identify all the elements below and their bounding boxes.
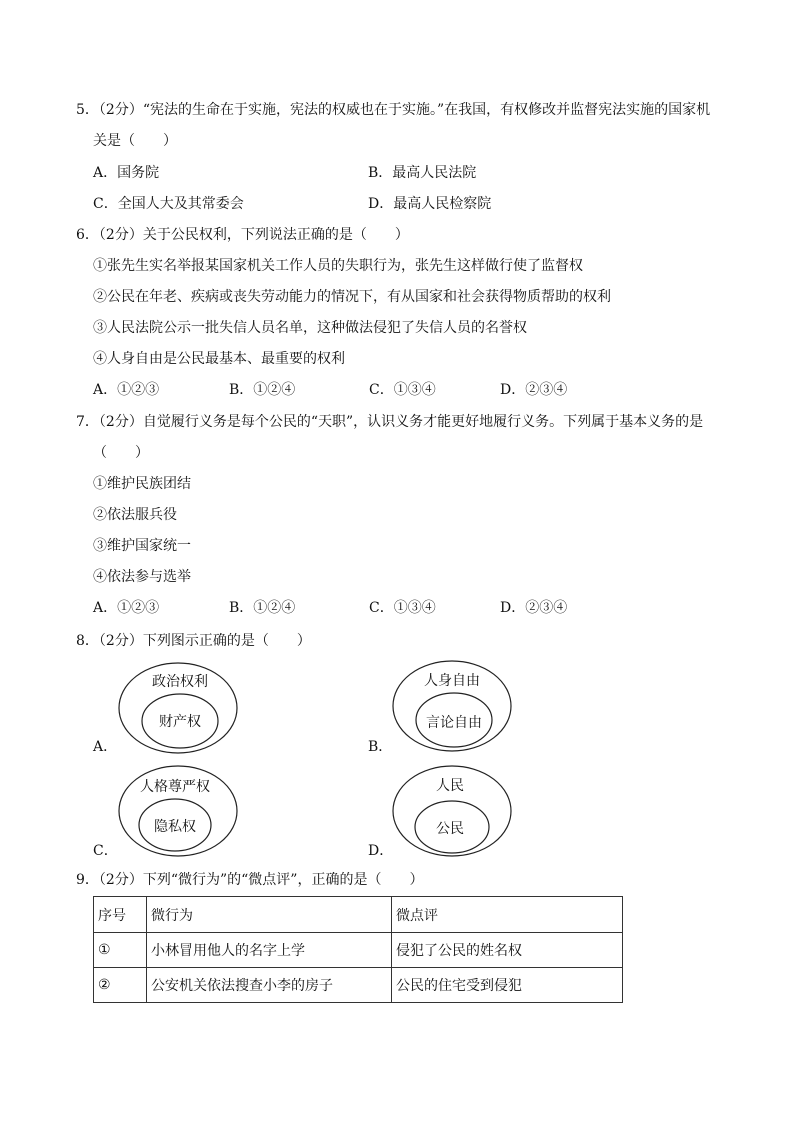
table-cell: 公民的住宅受到侵犯 (392, 968, 623, 1003)
q6-stem: 6．（2分）关于公民权利，下列说法正确的是（ ） (76, 227, 409, 243)
q8-diagram-d-inner-text: 公民 (436, 821, 464, 837)
q8-option-d-label: D． (368, 843, 394, 859)
q8-option-a-label: A． (93, 739, 118, 755)
q5-stem-line1: 5．（2分）“宪法的生命在于实施，宪法的权威也在于实施。”在我国，有权修改并监督宪法实施的国家机 (76, 102, 711, 118)
q8-diagram-a-inner-text: 财产权 (159, 714, 201, 730)
table-cell: 小林冒用他人的名字上学 (147, 933, 392, 968)
table-header-cell: 微行为 (147, 897, 392, 933)
q7-stem-line2: （ ） (93, 445, 149, 461)
q8-diagram-b (392, 660, 512, 756)
q6-option-b: B．①②④ (229, 382, 296, 398)
q6-item-4: ④人身自由是公民最基本、最重要的权利 (93, 351, 345, 367)
q6-option-d: D．②③④ (500, 382, 568, 398)
table-row (94, 968, 623, 1003)
q8-diagram-c-inner-text: 隐私权 (154, 819, 196, 835)
q8-diagram-a (118, 662, 238, 758)
q7-option-d: D．②③④ (500, 600, 568, 616)
q6-option-c: C．①③④ (369, 382, 436, 398)
q8-diagram-b-outer-text: 人身自由 (424, 673, 480, 689)
table-cell: 侵犯了公民的姓名权 (392, 933, 623, 968)
q7-item-2: ②依法服兵役 (93, 507, 177, 523)
table-cell: 公安机关依法搜查小李的房子 (147, 968, 392, 1003)
q6-item-1: ①张先生实名举报某国家机关工作人员的失职行为，张先生这样做行使了监督权 (93, 258, 583, 274)
q9-stem: 9．（2分）下列“微行为”的“微点评”，正确的是（ ） (76, 872, 424, 888)
table-cell: ① (94, 933, 147, 968)
q8-diagram-d-outer-text: 人民 (436, 778, 464, 794)
q7-option-b: B．①②④ (229, 600, 296, 616)
q8-diagram-b-inner-text: 言论自由 (426, 715, 482, 731)
q7-item-4: ④依法参与选举 (93, 569, 191, 585)
table-header-row (94, 897, 623, 933)
q5-stem-line2: 关是（ ） (93, 133, 177, 149)
q8-option-b-label: B． (368, 739, 393, 755)
table-header-cell: 微点评 (392, 897, 623, 933)
q8-stem: 8．（2分）下列图示正确的是（ ） (76, 633, 311, 649)
q5-option-b: B．最高人民法院 (368, 165, 477, 181)
q8-option-c-label: C． (93, 843, 118, 859)
q7-item-1: ①维护民族团结 (93, 476, 191, 492)
q6-option-a: A．①②③ (93, 382, 160, 398)
q5-option-d: D．最高人民检察院 (368, 196, 492, 212)
q5-option-a: A．国务院 (93, 165, 160, 181)
q8-diagram-c (118, 765, 238, 861)
q8-diagram-d (392, 765, 512, 861)
q7-stem-line1: 7．（2分）自觉履行义务是每个公民的“天职”，认识义务才能更好地履行义务。下列属于基本义务的是 (76, 414, 704, 430)
q8-diagram-c-outer-text: 人格尊严权 (140, 779, 210, 795)
table-cell: ② (94, 968, 147, 1003)
q9-table (93, 896, 623, 1003)
q6-item-3: ③人民法院公示一批失信人员名单，这种做法侵犯了失信人员的名誉权 (93, 320, 527, 336)
q6-item-2: ②公民在年老、疾病或丧失劳动能力的情况下，有从国家和社会获得物质帮助的权利 (93, 289, 611, 305)
table-header-cell: 序号 (94, 897, 147, 933)
q7-option-c: C．①③④ (369, 600, 436, 616)
q7-item-3: ③维护国家统一 (93, 538, 191, 554)
q5-option-c: C．全国人大及其常委会 (93, 196, 244, 212)
table-row (94, 933, 623, 968)
q7-option-a: A．①②③ (93, 600, 160, 616)
q8-diagram-a-outer-text: 政治权利 (152, 674, 208, 690)
